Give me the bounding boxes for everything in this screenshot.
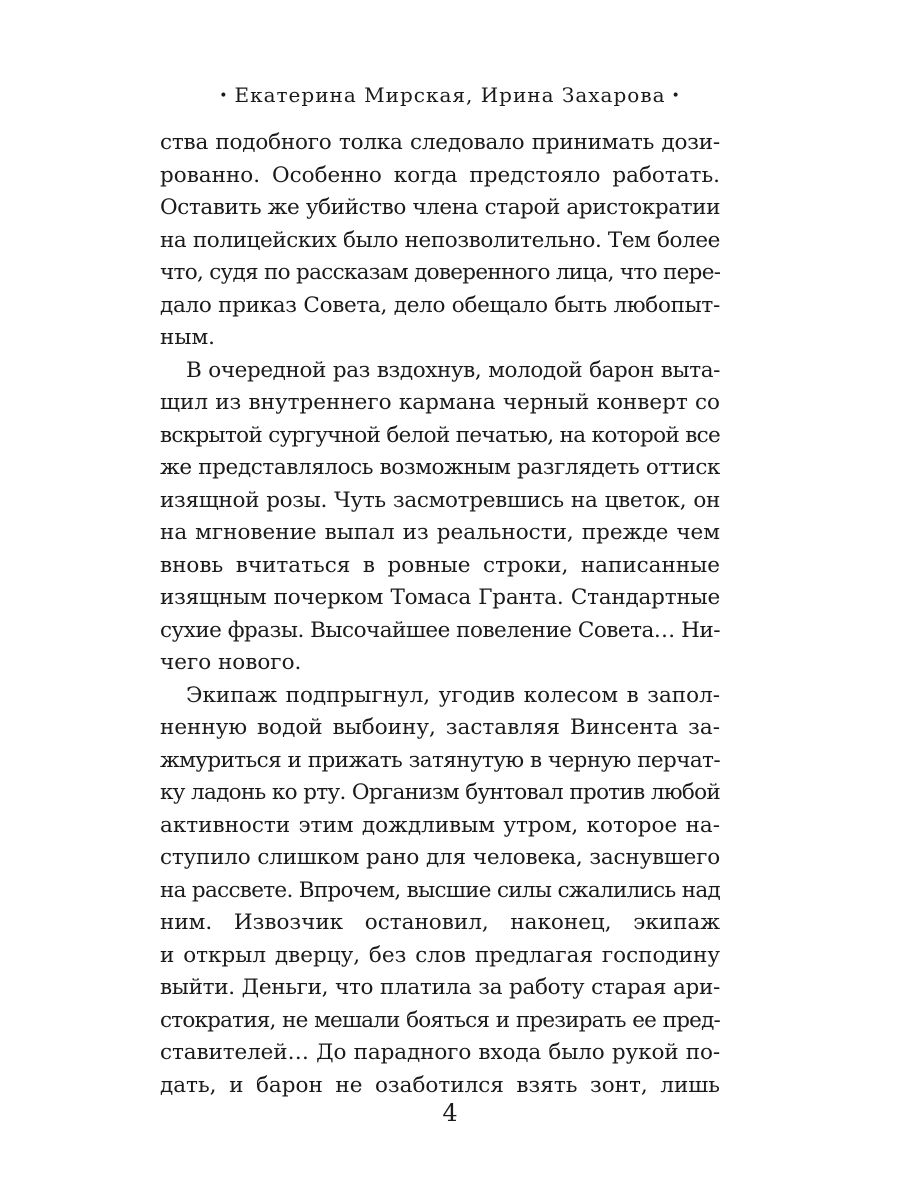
text-line: на мгновение выпал из реальности, прежде чем (160, 520, 720, 545)
text-line: вновь вчитаться в ровные строки, написанные (160, 552, 720, 578)
text-line: сухие фразы. Высочайшее повеление Совета… Ни- (160, 617, 720, 643)
text-line: же представлялось возможным разглядеть оттиск (160, 455, 720, 480)
text-line: Экипаж подпрыгнул, угодив колесом в запол- (186, 682, 720, 708)
text-line: изящным почерком Томаса Гранта. Стандартные (160, 585, 720, 610)
text-line: выйти. Деньги, что платила за работу старая ари- (160, 975, 720, 1000)
text-line: ку ладонь ко рту. Организм бунтовал против любой (160, 780, 720, 805)
text-line: чего нового. (160, 650, 302, 675)
text-line: ства подобного толка следовало принимать дози- (160, 130, 720, 155)
text-line: на рассвете. Впрочем, высшие силы сжалились над (160, 877, 720, 903)
text-line: изящной розы. Чуть засмотревшись на цветок, он (160, 487, 720, 513)
text-line: активности этим дождливым утром, которое на- (160, 812, 720, 838)
text-line: рованно. Особенно когда предстояло работать. (160, 162, 720, 188)
text-line: что, судя по рассказам доверенного лица, что пере- (160, 260, 720, 285)
text-line: жмуриться и прижать затянутую в черную перчат- (160, 747, 720, 773)
text-line: дать, и барон не озаботился взять зонт, лишь (160, 1072, 720, 1098)
body-text (160, 127, 720, 1102)
text-line: дало приказ Совета, дело обещало быть любопыт- (160, 292, 720, 318)
text-line: ним. Извозчик остановил, наконец, экипаж (160, 910, 720, 935)
text-line: на полицейских было непозволительно. Тем более (160, 227, 720, 253)
text-line: Оставить же убийство члена старой аристократии (160, 195, 720, 220)
header-bullet-right: • (671, 88, 681, 104)
text-line: ставителей… До парадного входа было рукой по- (160, 1040, 720, 1065)
text-line: ступило слишком рано для человека, заснувшего (160, 845, 720, 870)
header-bullet-left: • (219, 88, 229, 104)
text-line: ным. (160, 325, 215, 350)
text-line: ненную водой выбоину, заставляя Винсента за- (160, 715, 720, 740)
text-line: и открыл дверцу, без слов предлагая господину (160, 942, 720, 968)
running-header (0, 80, 900, 111)
text-line: стократия, не мешали бояться и презирать ее пред- (160, 1007, 720, 1033)
header-authors: Екатерина Мирская, Ирина Захарова (234, 83, 666, 107)
text-line: В очередной раз вздохнув, молодой барон выта- (186, 357, 720, 383)
page-number: 4 (442, 1099, 458, 1127)
text-line: вскрытой сургучной белой печатью, на которой все (160, 422, 720, 448)
text-line: щил из внутреннего кармана черный конверт со (160, 390, 720, 415)
